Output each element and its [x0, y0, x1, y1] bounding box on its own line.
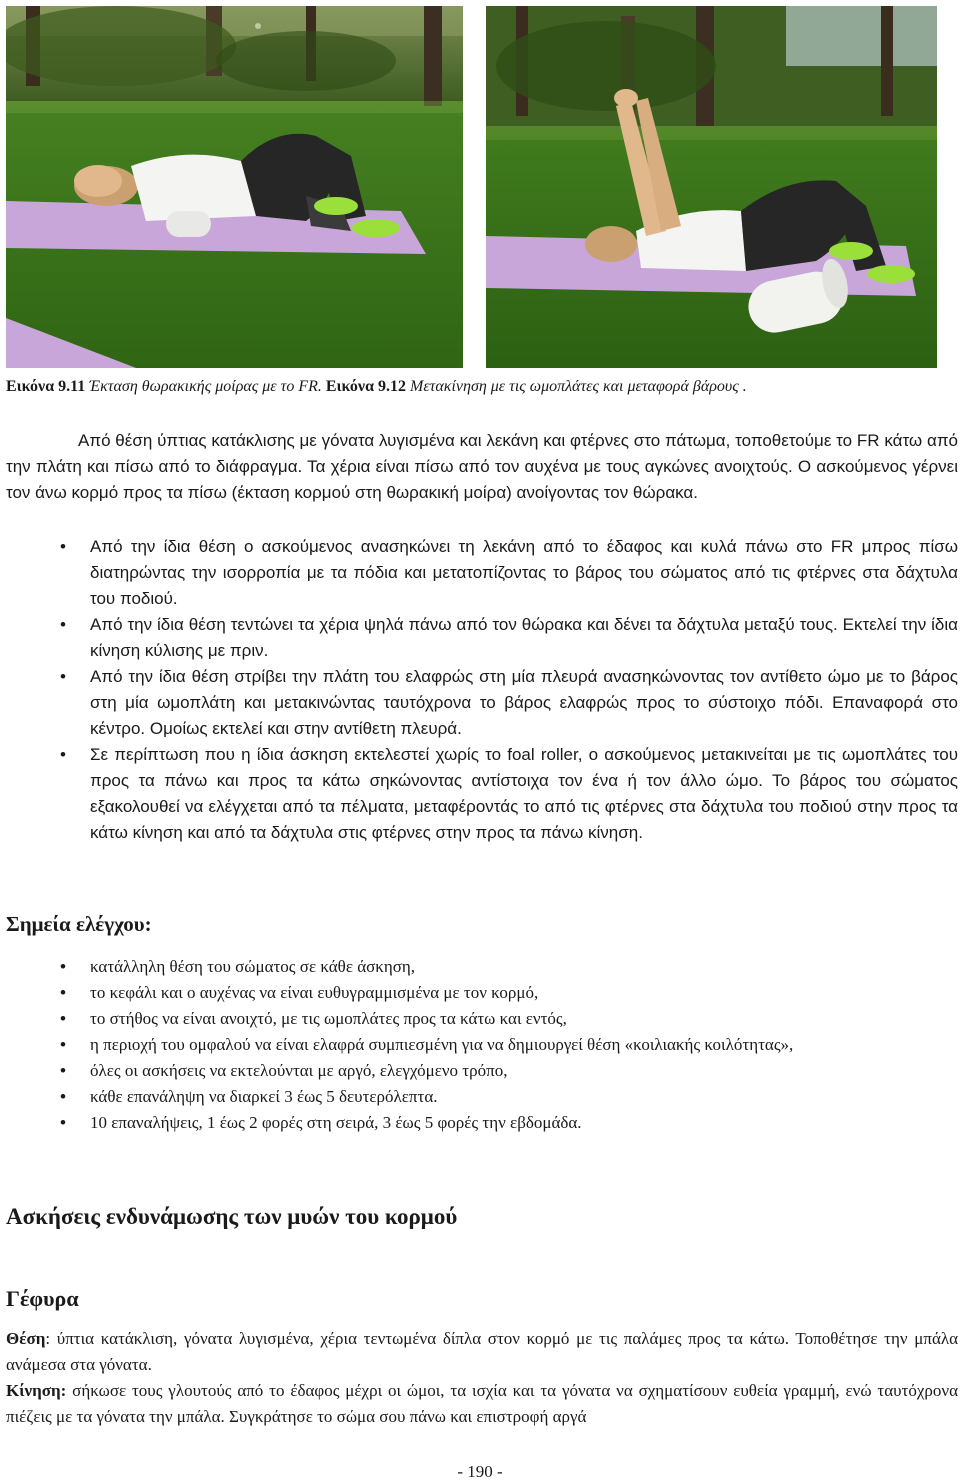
position-label: Θέση: [6, 1329, 46, 1348]
photo-thoracic-extension: [6, 6, 463, 368]
figure-label-9-12: Εικόνα 9.12: [325, 378, 407, 395]
checkpoint-item: • η περιοχή του ομφαλού να είναι ελαφρά συμπιεσμένη για να δημιουργεί θέση «κοιλιακής κοιλότητας»,: [6, 1032, 958, 1058]
checkpoint-item: • το κεφάλι και ο αυχένας να είναι ευθυγραμμισμένα με τον κορμό,: [6, 980, 958, 1006]
bridge-heading: Γέφυρα: [6, 1286, 79, 1311]
bridge-position: [6, 1326, 958, 1378]
checkpoint-item: • κατάλληλη θέση του σώματος σε κάθε άσκηση,: [6, 954, 958, 980]
checkpoint-item: • το στήθος να είναι ανοιχτό, με τις ωμοπλάτες προς τα κάτω και εντός,: [6, 1006, 958, 1032]
checkpoint-item: • όλες οι ασκήσεις να εκτελούνται με αργό, ελεγχόμενο τρόπο,: [6, 1058, 958, 1084]
movement-text: σήκωσε τους γλουτούς από το έδαφος μέχρι οι ώμοι, τα ισχία και τα γόνατα να σχηματίσουν ευθεία γραμμή, ενώ ταυτόχρονα πιέζεις με τα γόνατα την μπάλα. Συγκράτησε το σώμα σου πάνω και επιστροφή αργά: [6, 1381, 958, 1426]
position-text: : ύπτια κατάκλιση, γόνατα λυγισμένα, χέρια τεντωμένα δίπλα στον κορμό με τις παλάμες προς τα κάτω. Τοποθέτησε την μπάλα ανάμεσα στα γόνατα.: [6, 1329, 958, 1374]
exercise-bullet: • Από την ίδια θέση ο ασκούμενος ανασηκώνει τη λεκάνη από το έδαφος και κυλά πάνω στο FR μπρος πίσω διατηρώντας την ισορροπία με τα πόδια και μετατοπίζοντας το βάρος του σώματος από τις φτέρνες στα δάχτυλα του ποδιού.: [6, 534, 958, 612]
intro-paragraph: Από θέση ύπτιας κατάκλισης με γόνατα λυγισμένα και λεκάνη και φτέρνες στο πάτωμα, τοποθετούμε το FR κάτω από την πλάτη και πίσω από το διάφραγμα. Τα χέρια είναι πίσω από τον αυχένα με τους αγκώνες ανοιχτούς. Ο ασκούμενος γέρνει τον άνω κορμό προς τα πίσω (έκταση κορμού στη θωρακική μοίρα) ανοίγοντας τον θώρακα.: [6, 431, 958, 502]
checkpoint-item: • κάθε επανάληψη να διαρκεί 3 έως 5 δευτερόλεπτα.: [6, 1084, 958, 1110]
page-number: - 190 -: [457, 1462, 503, 1481]
figure-caption-9-12: Μετακίνηση με τις ωμοπλάτες και μεταφορά βάρους .: [406, 378, 747, 395]
figure-captions: [6, 376, 956, 398]
checkpoint-item: • 10 επαναλήψεις, 1 έως 2 φορές στη σειρά, 3 έως 5 φορές την εβδομάδα.: [6, 1110, 958, 1136]
exercise-bullet-list: [6, 534, 958, 846]
bridge-description: [6, 1326, 958, 1430]
figure-label-9-11: Εικόνα 9.11: [6, 378, 86, 395]
photo-scapula-movement: [486, 6, 937, 368]
movement-label: Κίνηση:: [6, 1381, 67, 1400]
exercise-bullet: • Σε περίπτωση που η ίδια άσκηση εκτελεστεί χωρίς το foal roller, ο ασκούμενος μετακινείται με τις ωμοπλάτες του προς τα πάνω και προς τα κάτω σηκώνοντας αντίστοιχα τον ένα ή τον άλλο ώμο. Το βάρος του σώματος εξακολουθεί να ελέγχεται από τα πέλματα, μεταφέροντάς το από τις φτέρνες στα δάχτυλα του ποδιού στην προς τα κάτω κίνηση και από τα δάχτυλα στις φτέρνες στην προς τα πάνω κίνηση.: [6, 742, 958, 846]
section-heading: Ασκήσεις ενδυνάμωσης των μυών του κορμού: [6, 1204, 458, 1229]
checkpoints-list: [6, 954, 958, 1136]
exercise-bullet: • Από την ίδια θέση τεντώνει τα χέρια ψηλά πάνω από τον θώρακα και δένει τα δάχτυλα μεταξύ τους. Εκτελεί την ίδια κίνηση κύλισης με πριν.: [6, 612, 958, 664]
checkpoints-heading: Σημεία ελέγχου:: [6, 912, 152, 936]
exercise-bullet: • Από την ίδια θέση στρίβει την πλάτη του ελαφρώς στη μία πλευρά ανασηκώνοντας τον αντίθετο ώμο με το βάρος στη μία ωμοπλάτη και μετακινώντας ταυτόχρονα το βάρος ελαφρώς προς το σύστοιχο πόδι. Επαναφορά στο κέντρο. Ομοίως εκτελεί και στην αντίθετη πλευρά.: [6, 664, 958, 742]
figure-caption-9-11: Έκταση θωρακικής μοίρας με το FR.: [85, 378, 326, 395]
bridge-movement: [6, 1378, 958, 1430]
